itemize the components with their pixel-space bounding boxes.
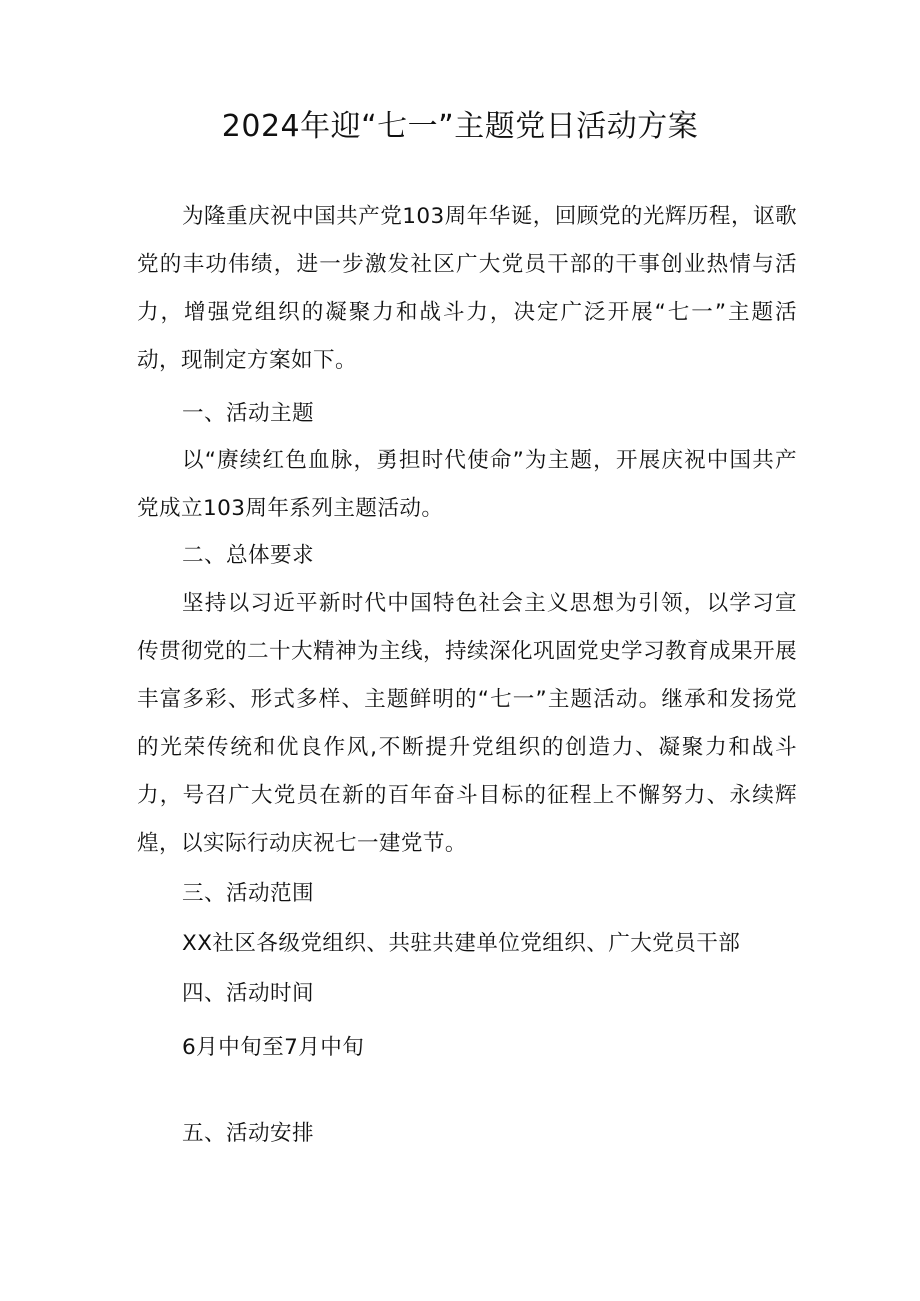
section-3-content: XX社区各级党组织、共驻共建单位党组织、广大党员干部 (182, 931, 741, 956)
section-4-heading: 四、活动时间 (182, 981, 314, 1006)
section-1-heading: 一、活动主题 (182, 401, 314, 426)
section-3-heading: 三、活动范围 (182, 881, 314, 906)
section-1-content: 以“赓续红色血脉，勇担时代使命”为主题，开展庆祝中国共产党成立103周年系列主题活动。 (137, 448, 797, 521)
section-4-content: 6月中旬至7月中旬 (182, 1035, 365, 1060)
intro-paragraph: 为隆重庆祝中国共产党103周年华诞，回顾党的光辉历程，讴歌党的丰功伟绩，进一步激发社区广大党员干部的干事创业热情与活力，增强党组织的凝聚力和战斗力，决定广泛开展“七一”主题活动，现制定方案如下。 (137, 204, 797, 373)
section-2-content: 坚持以习近平新时代中国特色社会主义思想为引领，以学习宣传贯彻党的二十大精神为主线，持续深化巩固党史学习教育成果开展丰富多彩、形式多样、主题鲜明的“七一”主题活动。继承和发扬党的光荣传统和优良作风,不断提升党组织的创造力、凝聚力和战斗力，号召广大党员在新的百年奋斗目标的征程上不懈努力、永续辉煌，以实际行动庆祝七一建党节。 (137, 591, 797, 856)
section-2-heading: 二、总体要求 (182, 543, 314, 568)
document-title: 2024年迎“七一”主题党日活动方案 (221, 109, 699, 144)
section-5-heading: 五、活动安排 (182, 1121, 314, 1146)
